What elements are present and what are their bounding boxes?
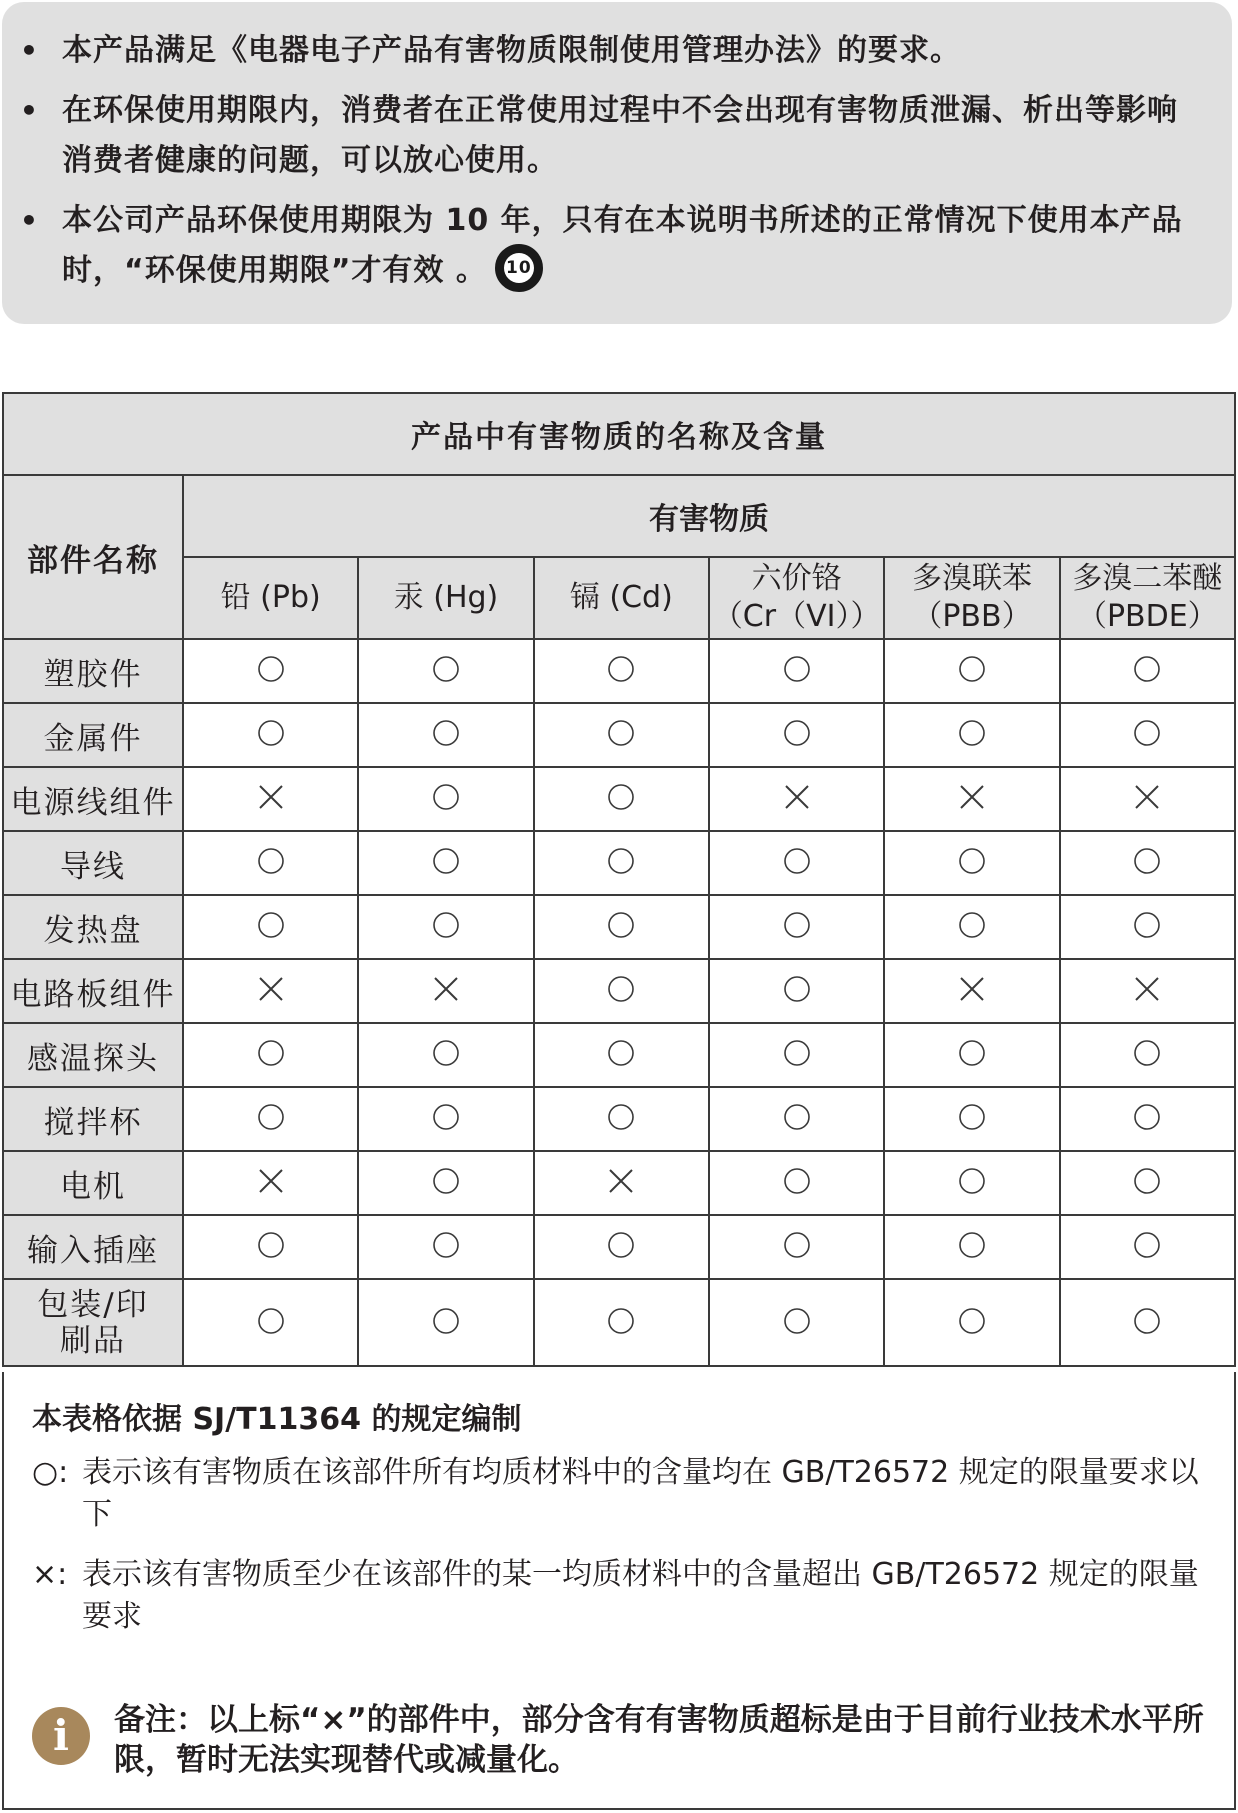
substance-cell xyxy=(709,831,884,895)
part-name-cell: 导线 xyxy=(3,831,183,895)
substance-cell xyxy=(884,1151,1059,1215)
within-limit-mark xyxy=(256,654,286,684)
substance-cell xyxy=(709,639,884,703)
substance-cell xyxy=(884,959,1059,1023)
table-row xyxy=(3,895,1235,959)
exceeds-limit-mark xyxy=(957,782,987,812)
substance-cell xyxy=(183,895,358,959)
within-limit-mark xyxy=(782,654,812,684)
within-limit-mark xyxy=(431,1038,461,1068)
intro-item-1 xyxy=(16,26,1192,76)
substance-cell xyxy=(884,831,1059,895)
column-header-line1: 多溴联苯 xyxy=(911,561,1032,596)
table-row xyxy=(3,831,1235,895)
substance-cell xyxy=(534,639,709,703)
substance-cell xyxy=(358,639,533,703)
intro-text: 本产品满足《电器电子产品有害物质限制使用管理办法》的要求。 xyxy=(62,33,961,68)
substance-cell xyxy=(358,1023,533,1087)
within-limit-mark xyxy=(782,1102,812,1132)
substance-cell xyxy=(884,895,1059,959)
substance-cell xyxy=(183,1151,358,1215)
remark-text: 备注：以上标“×”的部件中，部分含有有害物质超标是由于目前行业技术水平所限，暂时无法实现替代或减量化。 xyxy=(114,1702,1204,1778)
substance-cell xyxy=(183,959,358,1023)
within-limit-mark xyxy=(957,1166,987,1196)
within-limit-mark xyxy=(957,718,987,748)
substance-cell xyxy=(358,959,533,1023)
intro-item-3 xyxy=(16,196,1192,296)
substance-cell xyxy=(709,959,884,1023)
within-limit-mark xyxy=(606,654,636,684)
substance-cell xyxy=(1060,831,1235,895)
exceeds-limit-mark xyxy=(256,974,286,1004)
substance-cell xyxy=(709,703,884,767)
within-limit-mark xyxy=(782,974,812,1004)
substance-cell xyxy=(534,895,709,959)
table-row xyxy=(3,1023,1235,1087)
within-limit-mark xyxy=(1132,1038,1162,1068)
within-limit-mark xyxy=(606,1102,636,1132)
within-limit-mark xyxy=(256,1306,286,1336)
part-name-cell: 电路板组件 xyxy=(3,959,183,1023)
substance-cell xyxy=(358,895,533,959)
substance-cell xyxy=(1060,639,1235,703)
circle-legend xyxy=(32,1452,1202,1536)
within-limit-mark xyxy=(782,910,812,940)
within-limit-mark xyxy=(606,974,636,1004)
within-limit-mark xyxy=(957,1102,987,1132)
substance-cell xyxy=(1060,959,1235,1023)
within-limit-mark xyxy=(431,1102,461,1132)
part-name-cell: 发热盘 xyxy=(3,895,183,959)
substance-cell xyxy=(358,1215,533,1279)
substance-cell xyxy=(534,703,709,767)
column-header xyxy=(358,557,533,639)
substance-cell xyxy=(709,895,884,959)
part-name-cell: 塑胶件 xyxy=(3,639,183,703)
column-header xyxy=(534,557,709,639)
substance-cell xyxy=(183,767,358,831)
substance-cell xyxy=(1060,1087,1235,1151)
substance-cell xyxy=(884,639,1059,703)
substance-cell xyxy=(884,767,1059,831)
column-header xyxy=(183,557,358,639)
part-name-cell: 电机 xyxy=(3,1151,183,1215)
substance-cell xyxy=(884,703,1059,767)
cross-legend-symbol: ×: xyxy=(32,1557,68,1592)
within-limit-mark xyxy=(256,1038,286,1068)
column-header-line1: 汞 (Hg) xyxy=(393,580,499,615)
substance-cell xyxy=(358,831,533,895)
exceeds-limit-mark xyxy=(1132,782,1162,812)
within-limit-mark xyxy=(431,1306,461,1336)
table-notes xyxy=(2,1372,1236,1810)
substance-cell xyxy=(358,1087,533,1151)
within-limit-mark xyxy=(957,1038,987,1068)
within-limit-mark xyxy=(782,1166,812,1196)
bullet: • xyxy=(20,94,39,127)
table-title: 产品中有害物质的名称及含量 xyxy=(3,393,1235,475)
table-row xyxy=(3,1215,1235,1279)
within-limit-mark xyxy=(606,910,636,940)
substance-cell xyxy=(1060,1023,1235,1087)
substance-cell xyxy=(358,1279,533,1366)
table-row xyxy=(3,703,1235,767)
substance-cell xyxy=(534,831,709,895)
substance-cell xyxy=(709,1023,884,1087)
table-row xyxy=(3,639,1235,703)
substance-cell xyxy=(534,767,709,831)
part-name-cell: 搅拌杯 xyxy=(3,1087,183,1151)
within-limit-mark xyxy=(606,1038,636,1068)
bullet: • xyxy=(20,34,39,67)
substance-cell xyxy=(1060,1151,1235,1215)
within-limit-mark xyxy=(606,846,636,876)
within-limit-mark xyxy=(256,1102,286,1132)
table-row xyxy=(3,959,1235,1023)
table-row xyxy=(3,1151,1235,1215)
eco-period-value: 10 xyxy=(504,253,534,283)
part-name-cell: 输入插座 xyxy=(3,1215,183,1279)
within-limit-mark xyxy=(957,654,987,684)
bullet: • xyxy=(20,204,39,237)
substance-cell xyxy=(534,959,709,1023)
exceeds-limit-mark xyxy=(256,1166,286,1196)
part-name-cell: 金属件 xyxy=(3,703,183,767)
column-header-line1: 铅 (Pb) xyxy=(220,580,321,615)
exceeds-limit-mark xyxy=(782,782,812,812)
column-header xyxy=(709,557,884,639)
column-header-line2: （PBDE） xyxy=(1076,599,1218,634)
within-limit-mark xyxy=(431,782,461,812)
within-limit-mark xyxy=(782,1230,812,1260)
part-name-cell: 感温探头 xyxy=(3,1023,183,1087)
hazard-header: 有害物质 xyxy=(183,475,1235,557)
table-row xyxy=(3,1279,1235,1366)
intro-box xyxy=(2,2,1232,324)
substance-cell xyxy=(1060,1215,1235,1279)
within-limit-mark xyxy=(606,1230,636,1260)
substance-cell xyxy=(709,767,884,831)
within-limit-mark xyxy=(1132,1306,1162,1336)
within-limit-mark xyxy=(782,1306,812,1336)
standard-basis: 本表格依据 SJ/T11364 的规定编制 xyxy=(32,1402,522,1437)
substance-cell xyxy=(534,1087,709,1151)
within-limit-mark xyxy=(957,1306,987,1336)
substance-cell xyxy=(358,767,533,831)
cross-legend xyxy=(32,1554,1202,1638)
part-name-cell: 电源线组件 xyxy=(3,767,183,831)
within-limit-mark xyxy=(1132,846,1162,876)
substance-cell xyxy=(1060,703,1235,767)
within-limit-mark xyxy=(256,1230,286,1260)
cross-legend-text: 表示该有害物质至少在该部件的某一均质材料中的含量超出 GB/T26572 规定的限量要求 xyxy=(82,1557,1199,1634)
within-limit-mark xyxy=(957,1230,987,1260)
substance-cell xyxy=(534,1279,709,1366)
substance-cell xyxy=(1060,895,1235,959)
exceeds-limit-mark xyxy=(256,782,286,812)
part-name-header: 部件名称 xyxy=(3,475,183,639)
within-limit-mark xyxy=(1132,1166,1162,1196)
within-limit-mark xyxy=(431,1230,461,1260)
column-header-line1: 多溴二苯醚 xyxy=(1072,561,1223,596)
substance-cell xyxy=(183,703,358,767)
substance-cell xyxy=(183,1215,358,1279)
eco-period-icon xyxy=(495,244,543,292)
column-header-line1: 镉 (Cd) xyxy=(569,580,673,615)
substance-cell xyxy=(183,1279,358,1366)
substance-cell xyxy=(358,1151,533,1215)
exceeds-limit-mark xyxy=(431,974,461,1004)
exceeds-limit-mark xyxy=(1132,974,1162,1004)
part-name-cell: 包装/印刷品 xyxy=(3,1279,183,1366)
within-limit-mark xyxy=(256,718,286,748)
within-limit-mark xyxy=(606,1306,636,1336)
within-limit-mark xyxy=(431,718,461,748)
intro-text: 在环保使用期限内，消费者在正常使用过程中不会出现有害物质泄漏、析出等影响消费者健康的问题，可以放心使用。 xyxy=(62,93,1178,178)
within-limit-mark xyxy=(431,654,461,684)
substance-cell xyxy=(183,639,358,703)
column-header-line2: （PBB） xyxy=(912,599,1032,634)
substance-cell xyxy=(358,703,533,767)
intro-text: 本公司产品环保使用期限为 10 年，只有在本说明书所述的正常情况下使用本产品时，“环保使用期限”才有效 。 xyxy=(62,203,1183,288)
within-limit-mark xyxy=(256,910,286,940)
substance-cell xyxy=(709,1087,884,1151)
substance-cell xyxy=(884,1087,1059,1151)
substance-cell xyxy=(709,1151,884,1215)
within-limit-mark xyxy=(431,846,461,876)
substance-cell xyxy=(709,1279,884,1366)
within-limit-mark xyxy=(606,718,636,748)
substance-cell xyxy=(534,1151,709,1215)
substance-cell xyxy=(709,1215,884,1279)
within-limit-mark xyxy=(782,718,812,748)
exceeds-limit-mark xyxy=(606,1166,636,1196)
within-limit-mark xyxy=(1132,910,1162,940)
within-limit-mark xyxy=(782,1038,812,1068)
within-limit-mark xyxy=(431,1166,461,1196)
substance-cell xyxy=(534,1215,709,1279)
within-limit-mark xyxy=(957,846,987,876)
circle-legend-text: 表示该有害物质在该部件所有均质材料中的含量均在 GB/T26572 规定的限量要求以下 xyxy=(82,1455,1199,1532)
info-icon: i xyxy=(32,1707,90,1765)
within-limit-mark xyxy=(606,782,636,812)
column-header xyxy=(884,557,1059,639)
within-limit-mark xyxy=(431,910,461,940)
circle-legend-symbol: ○: xyxy=(32,1455,69,1490)
substance-cell xyxy=(1060,1279,1235,1366)
within-limit-mark xyxy=(1132,1102,1162,1132)
table-row xyxy=(3,1087,1235,1151)
substance-cell xyxy=(884,1215,1059,1279)
within-limit-mark xyxy=(1132,718,1162,748)
within-limit-mark xyxy=(256,846,286,876)
within-limit-mark xyxy=(1132,1230,1162,1260)
substance-cell xyxy=(884,1279,1059,1366)
within-limit-mark xyxy=(1132,654,1162,684)
within-limit-mark xyxy=(957,910,987,940)
substance-cell xyxy=(1060,767,1235,831)
substance-cell xyxy=(183,1087,358,1151)
substance-cell xyxy=(183,831,358,895)
column-header xyxy=(1060,557,1235,639)
column-header-line1: 六价铬 xyxy=(751,561,842,596)
hazardous-substance-table xyxy=(2,392,1236,1367)
column-header-line2: （Cr（VI）） xyxy=(712,599,881,634)
intro-item-2 xyxy=(16,86,1192,186)
within-limit-mark xyxy=(782,846,812,876)
substance-cell xyxy=(884,1023,1059,1087)
exceeds-limit-mark xyxy=(957,974,987,1004)
table-row xyxy=(3,767,1235,831)
substance-cell xyxy=(183,1023,358,1087)
substance-cell xyxy=(534,1023,709,1087)
